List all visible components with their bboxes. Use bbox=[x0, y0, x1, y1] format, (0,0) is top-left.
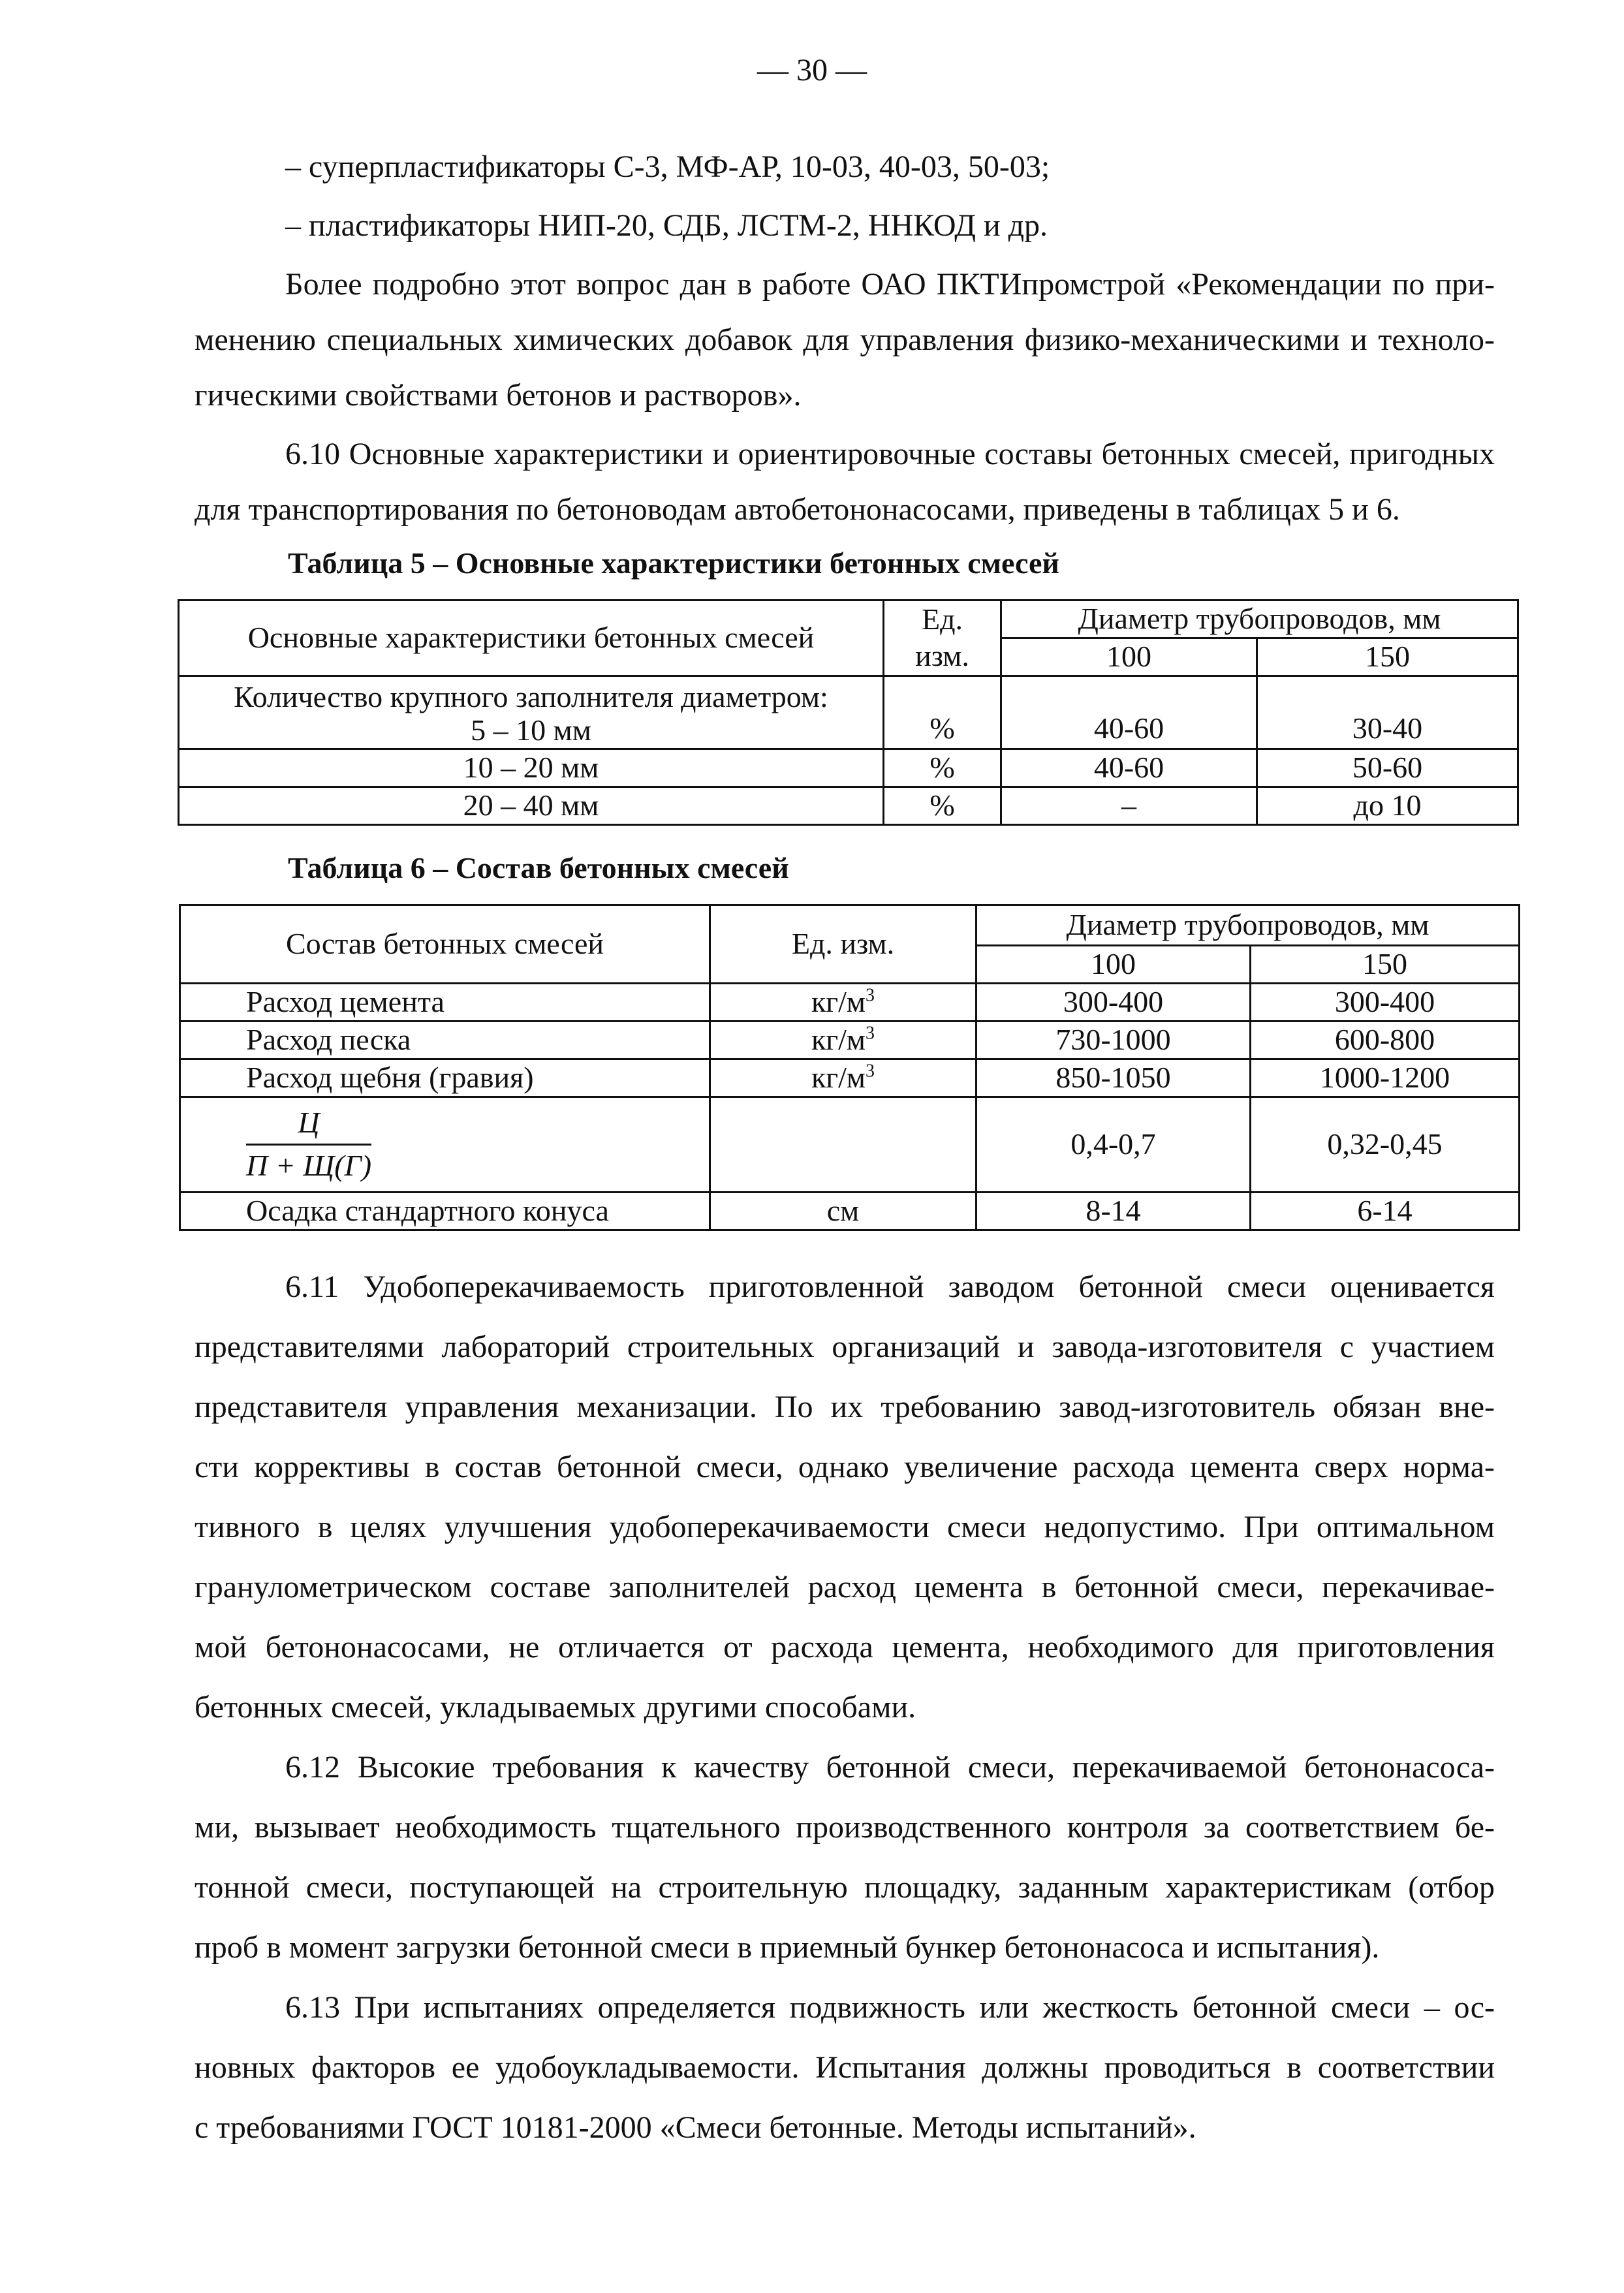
header-100: 100 bbox=[1001, 638, 1257, 676]
table-cell bbox=[179, 676, 884, 749]
table-row bbox=[179, 749, 1518, 787]
list-item: – суперпластификаторы С-3, МФ-АР, 10-03, 40-03, 50-03; bbox=[285, 149, 1050, 184]
table-cell bbox=[180, 1097, 710, 1193]
header-diameter: Диаметр трубопроводов, мм bbox=[1001, 601, 1518, 638]
table-cell: 20 – 40 мм bbox=[179, 787, 884, 825]
table-6-caption: Таблица 6 – Состав бетонных смесей bbox=[288, 851, 789, 884]
unit-text: кг/м bbox=[811, 1061, 866, 1095]
table-cell: 600-800 bbox=[1251, 1022, 1520, 1059]
header-100: 100 bbox=[976, 946, 1251, 984]
unit-superscript: 3 bbox=[866, 1061, 875, 1082]
paragraph-line: 6.10 Основные характеристики и ориентировочные составы бетонных смесей, пригодных bbox=[285, 437, 1495, 471]
table-cell: 8-14 bbox=[976, 1193, 1251, 1230]
paragraph-line: для транспортирования по бетоноводам автобетононасосами, приведены в таблицах 5 и 6. bbox=[195, 492, 1400, 527]
table-cell bbox=[710, 1097, 976, 1193]
table-cell: Расход песка bbox=[180, 1022, 710, 1059]
table-cell: 30-40 bbox=[1257, 676, 1518, 749]
table-cell: 6-14 bbox=[1251, 1193, 1520, 1230]
list-item: – пластификаторы НИП-20, СДБ, ЛСТМ-2, ННКОД и др. bbox=[285, 208, 1048, 243]
header-composition: Состав бетонных смесей bbox=[180, 905, 710, 984]
header-unit: Ед. изм. bbox=[710, 905, 976, 984]
table-cell: 300-400 bbox=[1251, 984, 1520, 1022]
table-cell: Расход цемента bbox=[180, 984, 710, 1022]
table-cell: 50-60 bbox=[1257, 749, 1518, 787]
unit-text: кг/м bbox=[811, 985, 866, 1019]
table-cell: 300-400 bbox=[976, 984, 1251, 1022]
header-150: 150 bbox=[1257, 638, 1518, 676]
unit-superscript: 3 bbox=[866, 985, 875, 1006]
unit-text: кг/м bbox=[811, 1023, 866, 1057]
header-150: 150 bbox=[1251, 946, 1520, 984]
table-cell: 40-60 bbox=[1001, 749, 1257, 787]
paragraph-line: гранулометрическом составе заполнителей расход цемента в бетонной смеси, перекачивае- bbox=[195, 1570, 1495, 1604]
paragraph-line: гическими свойствами бетонов и растворов». bbox=[195, 378, 802, 413]
paragraph-line: тонной смеси, поступающей на строительную площадку, заданным характеристикам (отбор bbox=[195, 1870, 1495, 1905]
paragraph-line: мой бетононасосами, не отличается от расхода цемента, необходимого для приготовления bbox=[195, 1630, 1495, 1664]
table-5-caption: Таблица 5 – Основные характеристики бетонных смесей bbox=[288, 546, 1059, 580]
table-cell: 730-1000 bbox=[976, 1022, 1251, 1059]
table-cell: Осадка стандартного конуса bbox=[180, 1193, 710, 1230]
paragraph-line: представителями лабораторий строительных организаций и завода-изготовителя с участием bbox=[195, 1330, 1495, 1364]
paragraph-line: менению специальных химических добавок для управления физико-механическими и техноло- bbox=[195, 322, 1495, 357]
paragraph-line: 6.11 Удобоперекачиваемость приготовленной заводом бетонной смеси оценивается bbox=[285, 1270, 1495, 1304]
table-5 bbox=[178, 599, 1519, 826]
table-cell bbox=[710, 984, 976, 1022]
ratio-formula bbox=[246, 1106, 371, 1182]
paragraph-line: проб в момент загрузки бетонной смеси в приемный бункер бетононасоса и испытания). bbox=[195, 1930, 1380, 1965]
paragraph-line: 6.12 Высокие требования к качеству бетонной смеси, перекачиваемой бетононасоса- bbox=[285, 1750, 1495, 1785]
paragraph-line: ми, вызывает необходимость тщательного производственного контроля за соответствием бе- bbox=[195, 1810, 1495, 1845]
table-cell bbox=[710, 1059, 976, 1097]
table-cell: % bbox=[884, 676, 1001, 749]
ratio-denominator: П + Щ(Г) bbox=[246, 1149, 372, 1182]
table-cell: 0,32-0,45 bbox=[1251, 1097, 1520, 1193]
paragraph-line: сти коррективы в состав бетонной смеси, однако увеличение расхода цемента сверх норма- bbox=[195, 1450, 1495, 1484]
table-row bbox=[180, 1193, 1520, 1230]
row-label: 5 – 10 мм bbox=[471, 713, 591, 747]
table-row bbox=[179, 676, 1518, 749]
header-unit: Ед. bbox=[884, 601, 1001, 638]
table-row bbox=[179, 787, 1518, 825]
page-number: — 30 — bbox=[757, 53, 867, 87]
table-6 bbox=[179, 904, 1520, 1231]
table-cell: 0,4-0,7 bbox=[976, 1097, 1251, 1193]
table-cell: 850-1050 bbox=[976, 1059, 1251, 1097]
paragraph-line: представителя управления механизации. По их требованию завод-изготовитель обязан вне- bbox=[195, 1390, 1495, 1424]
paragraph-line: Более подробно этот вопрос дан в работе ОАО ПКТИпромстрой «Рекомендации по при- bbox=[285, 267, 1495, 302]
table-cell: 10 – 20 мм bbox=[179, 749, 884, 787]
table-cell: Расход щебня (гравия) bbox=[180, 1059, 710, 1097]
paragraph-line: с требованиями ГОСТ 10181-2000 «Смеси бетонные. Методы испытаний». bbox=[195, 2110, 1196, 2145]
table-cell: 1000-1200 bbox=[1251, 1059, 1520, 1097]
unit-superscript: 3 bbox=[866, 1023, 875, 1044]
header-characteristics: Основные характеристики бетонных смесей bbox=[179, 601, 884, 676]
table-header-row bbox=[180, 905, 1520, 946]
group-label: Количество крупного заполнителя диаметром: bbox=[234, 680, 828, 713]
paragraph-line: бетонных смесей, укладываемых другими способами. bbox=[195, 1690, 916, 1724]
table-cell bbox=[710, 1022, 976, 1059]
header-diameter: Диаметр трубопроводов, мм bbox=[976, 905, 1520, 946]
table-cell: до 10 bbox=[1257, 787, 1518, 825]
paragraph-line: новных факторов ее удобоукладываемости. Испытания должны проводиться в соответствии bbox=[195, 2050, 1495, 2085]
table-row bbox=[180, 984, 1520, 1022]
paragraph-line: тивного в целях улучшения удобоперекачиваемости смеси недопустимо. При оптимальном bbox=[195, 1510, 1495, 1544]
header-unit: изм. bbox=[884, 638, 1001, 676]
table-cell: 40-60 bbox=[1001, 676, 1257, 749]
table-cell: – bbox=[1001, 787, 1257, 825]
table-cell: см bbox=[710, 1193, 976, 1230]
paragraph-line: 6.13 При испытаниях определяется подвижность или жесткость бетонной смеси – ос- bbox=[285, 1990, 1495, 2025]
table-row bbox=[180, 1097, 1520, 1193]
table-cell: % bbox=[884, 749, 1001, 787]
table-row bbox=[180, 1022, 1520, 1059]
table-row bbox=[180, 1059, 1520, 1097]
table-cell: % bbox=[884, 787, 1001, 825]
ratio-numerator: Ц bbox=[246, 1106, 371, 1146]
table-header-row bbox=[179, 601, 1518, 638]
